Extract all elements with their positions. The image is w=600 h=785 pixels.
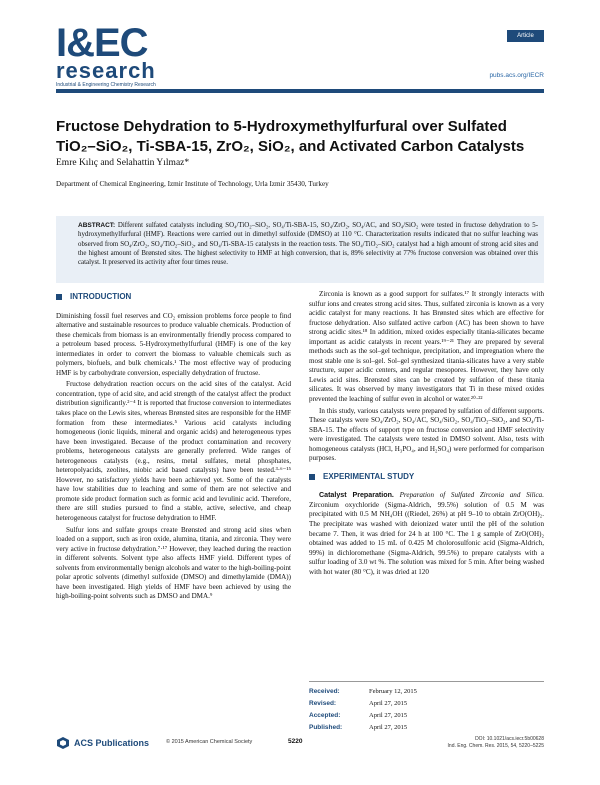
header-divider (56, 89, 544, 93)
author-list: Emre Kılıç and Selahattin Yılmaz* (56, 158, 190, 168)
logo-sub-text: research (56, 58, 156, 83)
section-heading-text: EXPERIMENTAL STUDY (323, 471, 415, 481)
date-row (309, 698, 544, 710)
logo-main-text: I&EC (56, 21, 148, 65)
intro-paragraph: Sulfur ions and sulfate groups create Brønsted and strong acid sites when loaded on a support, such as iron oxide, alumina, titania, and zirconia. They were very active in fructose dehydration.⁷·¹⁷ However, they leached during the reaction in different solvents. Solvent type also affects HMF yield. Different types of solvents from environmentally benign alcohols and water to the high-boiling-point polar aprotic solvents (dimethyl sulfoxide (DMSO) and dimethylamide (DMA)) have been investigated. High yields of HMF have been achieved by using the high-boiling-point solvents such as DMSO and DMA.⁹ (56, 525, 291, 601)
copyright-notice: © 2015 American Chemical Society (166, 739, 253, 745)
section-heading-experimental (309, 472, 544, 482)
right-column (309, 290, 544, 579)
date-value: February 12, 2015 (369, 688, 417, 695)
section-bullet-icon (309, 474, 315, 480)
date-value: April 27, 2015 (369, 700, 408, 707)
date-row (309, 722, 544, 734)
publication-dates (309, 681, 544, 734)
doi-link[interactable]: DOI: 10.1021/acs.iecr.5b00628 (475, 736, 544, 742)
date-label: Received: (309, 688, 340, 695)
experimental-text: Zirconium oxychloride (Sigma-Aldrich, 99.5%) solution of 0.5 M was precipitated with 0.5 M NH₄OH ((Riedel, 26%) at pH 9–10 to obtain ZrO(OH)₂. The precipitate was washed with deionized water until the pH of the solution became 7. Then, it was dried for 24 h at 100 °C. The 1 g sample of ZrO(OH)₂ obtained was added to 15 mL of 0.425 M cholorosulfonic acid (Sigma-Aldrich, 99%) in dichloromethane (Sigma-Aldrich, 99.5%) to prepare catalysts with a sulfur loading of 3.0 wt %. The solution was mixed for 5 min. After being washed with hot water (80 °C), it was dried at 120 (309, 500, 544, 576)
left-column (56, 290, 291, 604)
section-heading-introduction (56, 292, 291, 302)
citation-text: Ind. Eng. Chem. Res. 2015, 54, 5220–5225 (447, 743, 544, 749)
date-label: Published: (309, 724, 343, 731)
acs-publications-logo (56, 736, 149, 750)
intro-paragraph: In this study, various catalysts were prepared by sulfation of different supports. These catalysts were SO₄/ZrO₂, SO₄/AC, SO₄/SiO₂, SO₄/TiO₂–SiO₂, and SO₄/Ti-SBA-15. The effects of support type on fructose conversion and HMF selectivity were investigated. The catalysts were tested in DMSO solvent. Also, tests with homogeneous catalysts (HCl, H₃PO₄, and H₂SO₄) were performed for comparison purposes. (309, 406, 544, 463)
date-value: April 27, 2015 (369, 724, 408, 731)
page-number: 5220 (288, 738, 303, 745)
subsubsection-heading: Preparation of Sulfated Zirconia and Silica. (399, 491, 544, 500)
section-bullet-icon (56, 294, 62, 300)
logo-tagline: Industrial & Engineering Chemistry Research (56, 82, 156, 88)
acs-hexagon-icon (56, 736, 70, 750)
abstract-label: ABSTRACT: (78, 222, 116, 229)
paper-title: Fructose Dehydration to 5-Hydroxymethylfurfural over Sulfated TiO₂–SiO₂, Ti-SBA-15, ZrO₂, SiO₂, and Activated Carbon Catalysts (56, 118, 525, 155)
abstract-text: Different sulfated catalysts including SO₄/TiO₂–SiO₂, SO₄/Ti-SBA-15, SO₄/ZrO₂, SO₄/AC, and SO₄/SiO₂ were tested in fructose dehydration to 5-hydroxymethylfurfural (HMF). Reactions were carried out in dimethyl sulfoxide (DMSO) at 110 °C. Characterization results indicated that no sulfur leaching was observed from SO₄/ZrO₂, SO₄/TiO₂–SiO₂, and SO₄/Ti-SBA-15 catalysts in the reaction tests. The SO₄/TiO₂–SiO₂ catalyst had a high amount of strong acid sites and the highest amount of Brønsted sites. The highest selectivity to HMF at high conversion, that is, 89% selectivity at 77% fructose conversion was obtained over this catalyst. It preserved its activity after four times reuse. (78, 222, 539, 267)
intro-paragraph: Diminishing fossil fuel reserves and CO₂ emission problems force people to find alternative and sustainable resources to produce valuable chemicals. Production of these chemicals from biomass is an environmentally friendly process compared to a petroleum based process. 5-Hydroxymethylfurfural (HMF) is one of the key intermediates in order to convert the biomass to valuable chemicals such as polymers, biofuels, and bulk chemicals.¹ The most effective way of producing HMF is by carbohydrate conversion, especially dehydration of fructose. (56, 311, 291, 377)
date-row (309, 710, 544, 722)
date-label: Revised: (309, 700, 337, 707)
date-label: Accepted: (309, 712, 341, 719)
page-footer (56, 736, 544, 760)
publisher-name: ACS Publications (74, 738, 150, 748)
intro-paragraph: Zirconia is known as a good support for sulfates.¹⁷ It strongly interacts with sulfur ions and creates strong acid sites. Thus, sulfated zirconia is known as a very acidic catalyst for many reactions. It has Brønsted sites which are effective for fructose dehydration. Also sulfated active carbon (AC) has been shown to have strong acidic sites.¹⁸ In addition, mixed oxides especially titania-silicates became important as acidic catalysts in recent years.¹⁹⁻²¹ They are prepared by several methods such as the sol–gel technique, precipitation, and impregnation where the most stable one is sol–gel. Sol–gel synthesized titania-silicates have a very stable structure, super acidic centers, and regular mesopores. However, they have only Lewis acid sites. Brønsted sites can be created by sulfation of these titania silicates. It was observed by many investigators that Ti in these mixed oxides prevented the leaching of sulfur even in alcohol or water.²⁰·²² (309, 290, 544, 404)
journal-logo (56, 21, 216, 110)
article-type-badge: Article (507, 30, 544, 42)
journal-url-link[interactable]: pubs.acs.org/IECR (489, 72, 544, 79)
date-row (309, 686, 544, 698)
experimental-paragraph (309, 491, 544, 577)
doi-block (448, 736, 544, 750)
section-heading-text: INTRODUCTION (70, 292, 132, 301)
date-value: April 27, 2015 (369, 712, 408, 719)
intro-paragraph: Fructose dehydration reaction occurs on the acid sites of the catalyst. Acid concentration, type of acid site, and acid strength of the catalyst affect the product distribution significantly.²⁻⁴ It is reported that fructose conversion to intermediates takes place on the Lewis sites, whereas Brønsted sites are responsible for the HMF formation from these intermediates.⁵ Various acid catalysts including homogeneous (ionic liquids, mineral and organic acids) and heterogeneous types have been investigated. Because of the product contamination and recovery problems, heterogeneous catalysts are generally preferred. Wide ranges of heterogeneous catalysts (e.g., resins, metal sulfates, metal phosphates, heteropolyacids, zeolites, niobic acid based catalysts) have been tested.³·⁶⁻¹⁵ However, no satisfactory yields have been achieved yet. Some of the catalysts have low stabilities due to leaching and some of them are not selective and promote side product formation such as formic acid and levulinic acid. Therefore, there are still studies pursued to find a stable, active, selective, and cheap heterogeneous catalyst for fructose dehydration to HMF. (56, 380, 291, 523)
abstract-box (56, 216, 544, 283)
subsection-runin-heading: Catalyst Preparation. (319, 491, 394, 500)
affiliation: Department of Chemical Engineering, Izmir Institute of Technology, Urla Izmir 35430, Turkey (56, 180, 329, 188)
